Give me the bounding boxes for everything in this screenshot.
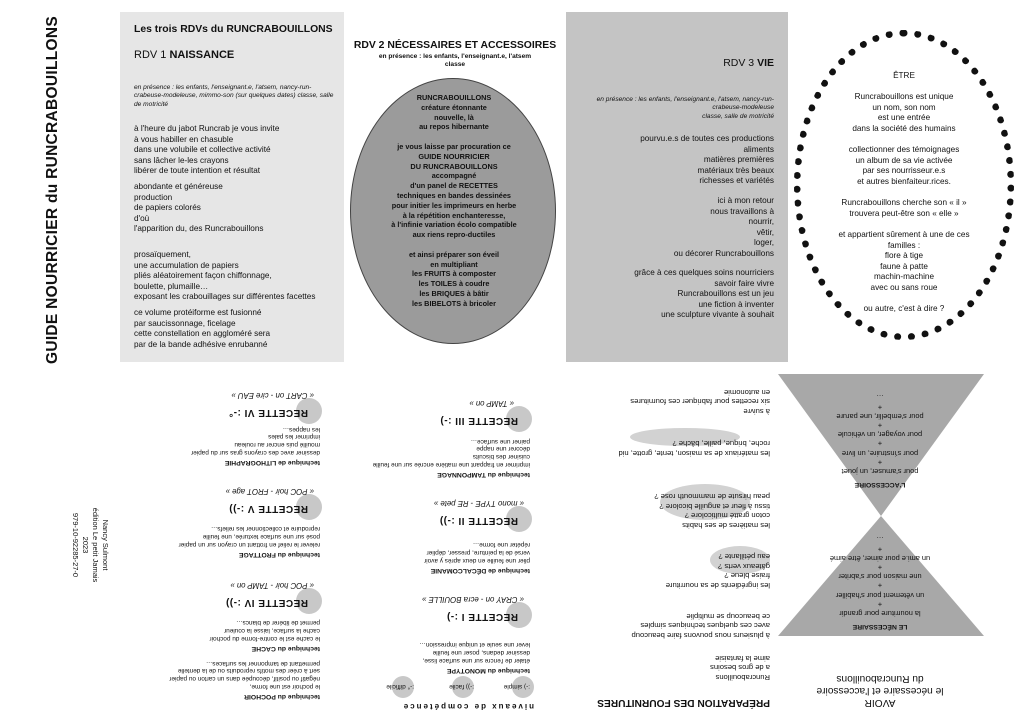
necessaire-label: LE NÉCESSAIRE bbox=[852, 623, 908, 630]
accessoire-text: pour s'amuser, un jouet + pour s'instruire, un livre + pour voyager, un véhicule + pour s'embellir, une parure + … bbox=[836, 393, 924, 476]
rdv1-name: NAISSANCE bbox=[169, 49, 235, 61]
rdv3-paragraph: grâce à ces quelques soins nourriciers savoir faire vivre Runcrabouillons est un jeu une fiction à inventer une sculpture vivante à souhait bbox=[634, 268, 774, 320]
recipe-quote: « CART on - cire EAU » bbox=[231, 391, 314, 400]
rdv2-title: RDV 2 NÉCESSAIRES ET ACCESSOIRES bbox=[353, 40, 557, 51]
technique-title: technique du MONOTYPE bbox=[446, 667, 530, 674]
recipe-quote: « mono TYPE - RE pete » bbox=[433, 499, 524, 508]
rdv1-presence: en présence : les enfants, l'enseignant.e, l'atsem, nancy-run-crabeuse-modeleuse, mimmo-son (sur quelques dates) classe, salle de motricité bbox=[134, 84, 334, 108]
rdv2-oval bbox=[350, 78, 556, 344]
etre-text: ÊTRE Runcrabouillons est unique un nom, son nom est une entrée dans la société des humains collectionner des témoignages un album de sa vie activée par ses nourrisseur.e.s et autres bienfaiteur.rices. Runcrabouillons cherche son « il » trouvera peut-être son « elle » et appartient sûrement à une de ces familles : flore à tige faune à patte machin-machine avec ou sans roue ou autre, c'est à dire ? bbox=[838, 71, 970, 314]
technique-desc: plier une feuille en deux après y avoir versé de la peinture, presser, déplier répéter une forme… bbox=[424, 541, 530, 564]
recipe-quote: « CRAY on - ecra BOUILLE » bbox=[422, 595, 524, 604]
recipe-quote: « POC hoir - FROT age » bbox=[225, 487, 314, 496]
recipe-quote: « TAMP on » bbox=[469, 399, 514, 408]
technique-title: technique de LITHOGRAPHIE bbox=[224, 459, 320, 466]
panel1-heading: Les trois RDVs du RUNCRABOUILLONS bbox=[134, 24, 333, 35]
rdv3-presence: en présence : les enfants, l'enseignant.e, l'atsem, nancy-run-crabeuse-modeleuse classe, salle de motricité bbox=[596, 96, 774, 120]
preparation-column bbox=[570, 369, 780, 714]
prep-paragraph: à suivre six recettes pour fabriquer ces fournitures en autonomie bbox=[630, 387, 770, 416]
rdv3-name: VIE bbox=[757, 57, 774, 69]
rdv2-presence: en présence : les enfants, l'enseignant.e, l'atsem classe bbox=[378, 53, 532, 68]
rdv3-paragraph: ici à mon retour nous travaillons à nourrir, vêtir, loger, ou décorer Runcrabouillons bbox=[673, 196, 774, 258]
level-simple: :-) simple bbox=[503, 683, 530, 690]
rdv3-paragraph: pourvu.e.s de toutes ces productions aliments matières premières matériaux très beaux richesses et variétés bbox=[640, 134, 774, 186]
technique-desc: le pochoir est une forme, négatif ou positif, découpée dans un carton ou papier sert à créer des motifs reproduits ou de la dentelle permettant de tamponner les surfaces… bbox=[169, 659, 320, 690]
rdv1-paragraph: abondante et généreuse production de papiers colorés d'où l'apparition du, des Runcrabouillons bbox=[134, 182, 264, 234]
isbn: 979-10-92285-27-0 bbox=[71, 512, 80, 578]
technique-desc: étaler de l'encre sur une surface lisse, dessiner dedans, poser une feuille lever une seule et unique impression… bbox=[419, 641, 530, 664]
recipes-4-6-column bbox=[134, 369, 344, 714]
recipe-title: RECETTE IV :-)) bbox=[225, 597, 308, 608]
rdv1-paragraph: ce volume protéiforme est fusionné par saucissonnage, ficelage cette constellation en aggloméré sera par de la bande adhésive enrubanné bbox=[134, 308, 271, 349]
level-difficile: :-° difficile bbox=[386, 683, 414, 690]
rdv3-title bbox=[723, 58, 774, 69]
back-side-rotated bbox=[0, 362, 1024, 724]
technique-title: technique de DÉCALCOMANIE bbox=[430, 567, 530, 574]
avoir-title: AVOIR le nécessaire et l'accessoire du Runcrabouillons bbox=[816, 673, 944, 708]
technique-title: technique du CACHE bbox=[251, 645, 320, 652]
publisher: édition Le petit Jamais bbox=[91, 507, 100, 583]
technique-desc: relever le relief en frottant un crayon sur un papier posé sur une surface texturée, une feuille reproduire et collectionner les reliefs… bbox=[178, 525, 320, 548]
rdv3-prefix: RDV 3 bbox=[723, 57, 758, 69]
levels-title: niveaux de compétence bbox=[401, 702, 534, 711]
avoir-column bbox=[790, 369, 1000, 714]
recipe-title: RECETTE VI :-° bbox=[228, 407, 308, 418]
rdv1-paragraph: à l'heure du jabot Runcrab je vous invite à vous habiller en chasuble dans une volubile et collective activité sans lâcher le-les crayons libérer de toute intention et résultat bbox=[134, 124, 280, 176]
recipe-title: RECETTE I :-) bbox=[446, 611, 518, 622]
necessaire-text: la nourriture pour grandir + un vêtement pour s'habiller + une maison pour s'abriter + un ami.e pour aimer, être aimé + … bbox=[829, 535, 931, 618]
panel-rdv1 bbox=[120, 12, 344, 362]
technique-title: technique du POCHOIR bbox=[244, 693, 320, 700]
recipe-title: RECETTE II :-)) bbox=[439, 515, 518, 526]
technique-desc: le cache est le contre-forme du pochoir cache la surface, laisse la couleur permet de libérer de blancs… bbox=[209, 619, 320, 642]
recipe-title: RECETTE III :-) bbox=[439, 415, 518, 426]
recipe-title: RECETTE V :-)) bbox=[228, 503, 308, 514]
technique-desc: dessiner avec des crayons gras sur du papier mouillé puis encrer au rouleau imprimer les pales les nappes… bbox=[191, 425, 320, 456]
recipe-quote: « POC hoir - TAMP on » bbox=[230, 581, 314, 590]
guide-title: GUIDE NOURRICIER du RUNCRABOUILLONS bbox=[44, 15, 61, 365]
recipes-1-3-column bbox=[344, 369, 554, 714]
level-facile: :-)) facile bbox=[449, 683, 474, 690]
year: 2023 bbox=[81, 536, 90, 554]
prep-paragraph: les ingrédients de sa nourriture fraise bleue ? gâteaux verts ? eau pétillante ? bbox=[665, 552, 770, 590]
prep-paragraph: les matériaux de sa maison, tente, grotte, nid roche, brique, paille, bâche ? bbox=[618, 439, 770, 458]
panel-rdv3 bbox=[566, 12, 788, 362]
author-name: Nancy Sulmont bbox=[101, 519, 110, 571]
rdv2-oval-text: RUNCRABOUILLONS créature étonnante nouvelle, là au repos hibernante je vous laisse par procuration ce GUIDE NOURRICIER DU RUNCRABOUILLONS accompagné d'un panel de RECETTES techniques en bandes dessinées pour initier les imprimeurs en herbe à la répétition enchanteresse, à l'infinie variation écolo compatible aux riens repro-ductiles et ainsi préparer son éveil en multipliant les FRUITS à composter les TOILES à coudre les BRIQUES à bâtir les BIBELOTS à bricoler bbox=[391, 93, 517, 308]
accessoire-label: L'ACCESSOIRE bbox=[854, 481, 906, 488]
technique-desc: imprimer en frappant une matière encrée sur une feuille cuisiner des biscuits décorer une nappe painer une surface… bbox=[372, 437, 530, 468]
rdv1-prefix: RDV 1 bbox=[134, 49, 170, 61]
panel-rdv2 bbox=[344, 40, 566, 69]
prep-paragraph: Runcrabouillons a de gros besoins aime la fantaisie bbox=[710, 653, 770, 682]
etre-oval bbox=[794, 30, 1014, 340]
rdv1-paragraph: prosaïquement, une accumulation de papiers pliés aléatoirement façon chiffonnage, boulette, plumaille… exposant les crabouillages sur différentes facettes bbox=[134, 250, 316, 302]
prep-paragraph: les matières de ses habits coton gratté multicolore ? tissu à fleur et anguille bicolore ? peau hirsute de mammouth rose ? bbox=[654, 492, 770, 530]
preparation-title: PRÉPARATION DES FOURNITURES bbox=[597, 697, 770, 708]
technique-title: technique du TAMPONNAGE bbox=[437, 471, 530, 478]
cover-vertical-title bbox=[18, 15, 88, 365]
rdv1-title bbox=[134, 50, 234, 61]
technique-title: technique du FROTTAGE bbox=[238, 551, 320, 558]
prep-paragraph: à plusieurs nous pouvons faire beaucoup avec ces quelques techniques simples ce beaucoup se multiplie bbox=[631, 611, 770, 640]
